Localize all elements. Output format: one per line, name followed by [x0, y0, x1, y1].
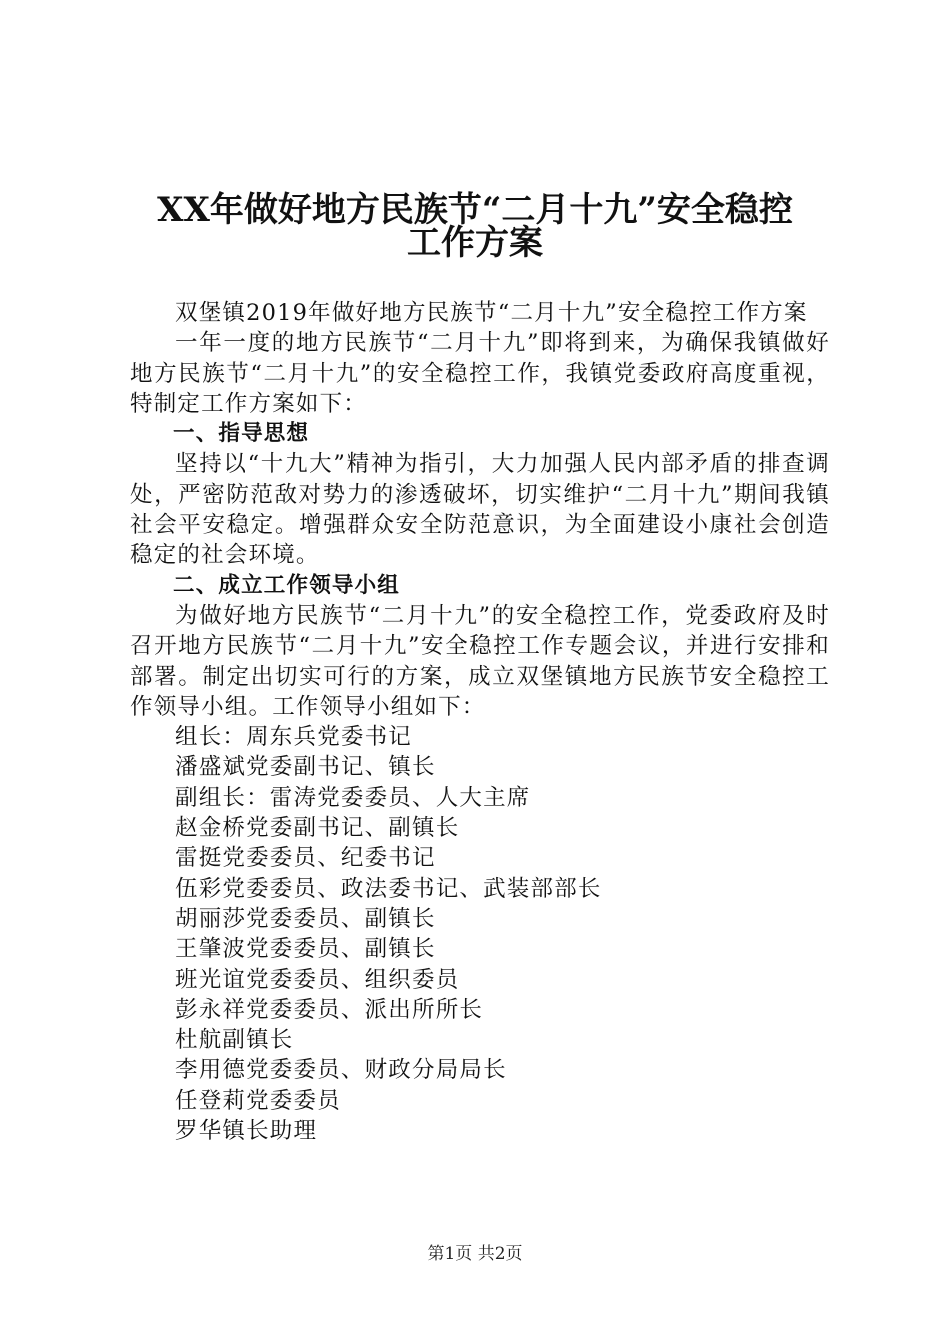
document-title-line-1: XX年做好地方民族节“二月十九”安全稳控 [157, 190, 793, 230]
member-item: 彭永祥党委委员、派出所所长 [175, 996, 484, 1023]
intro-title-paragraph: 双堡镇2019年做好地方民族节“二月十九”安全稳控工作方案 [175, 300, 808, 326]
member-item: 李用德党委委员、财政分局局长 [175, 1057, 507, 1084]
member-item: 副组长：雷涛党委委员、人大主席 [175, 784, 531, 811]
member-item: 任登莉党委委员 [175, 1087, 341, 1114]
document-title-line-2: 工作方案 [407, 223, 543, 263]
intro-paragraph: 一年一度的地方民族节“二月十九”即将到来，为确保我镇做好地方民族节“二月十九”的安全稳控工作，我镇党委政府高度重视，特制定工作方案如下： [130, 330, 830, 417]
section-1-heading: 一、指导思想 [173, 421, 310, 447]
member-item: 潘盛斌党委副书记、镇长 [175, 754, 436, 781]
section-1-paragraph: 坚持以“十九大”精神为指引，大力加强人民内部矛盾的排查调处，严密防范敌对势力的渗透破坏，切实维护“二月十九”期间我镇社会平安稳定。增强群众安全防范意识，为全面建设小康社会创造稳定的社会环境。 [130, 451, 830, 569]
section-2-heading: 二、成立工作领导小组 [173, 572, 401, 598]
member-item: 王肇波党委委员、副镇长 [175, 936, 436, 963]
member-item: 组长：周东兵党委书记 [175, 724, 413, 751]
member-list [130, 722, 830, 1146]
member-item: 杜航副镇长 [175, 1027, 294, 1054]
member-item: 罗华镇长助理 [175, 1118, 318, 1145]
member-item: 伍彩党委委员、政法委书记、武装部部长 [175, 875, 602, 902]
document-body [130, 298, 830, 1146]
member-item: 赵金桥党委副书记、副镇长 [175, 815, 460, 842]
section-2-paragraph: 为做好地方民族节“二月十九”的安全稳控工作，党委政府及时召开地方民族节“二月十九”安全稳控工作专题会议，并进行安排和部署。制定出切实可行的方案，成立双堡镇地方民族节安全稳控工作领导小组。工作领导小组如下： [130, 602, 830, 720]
page-number-footer: 第1页 共2页 [427, 1244, 523, 1264]
member-item: 雷挺党委委员、纪委书记 [175, 845, 436, 872]
member-item: 班光谊党委委员、组织委员 [175, 966, 460, 993]
member-item: 胡丽莎党委委员、副镇长 [175, 905, 436, 932]
